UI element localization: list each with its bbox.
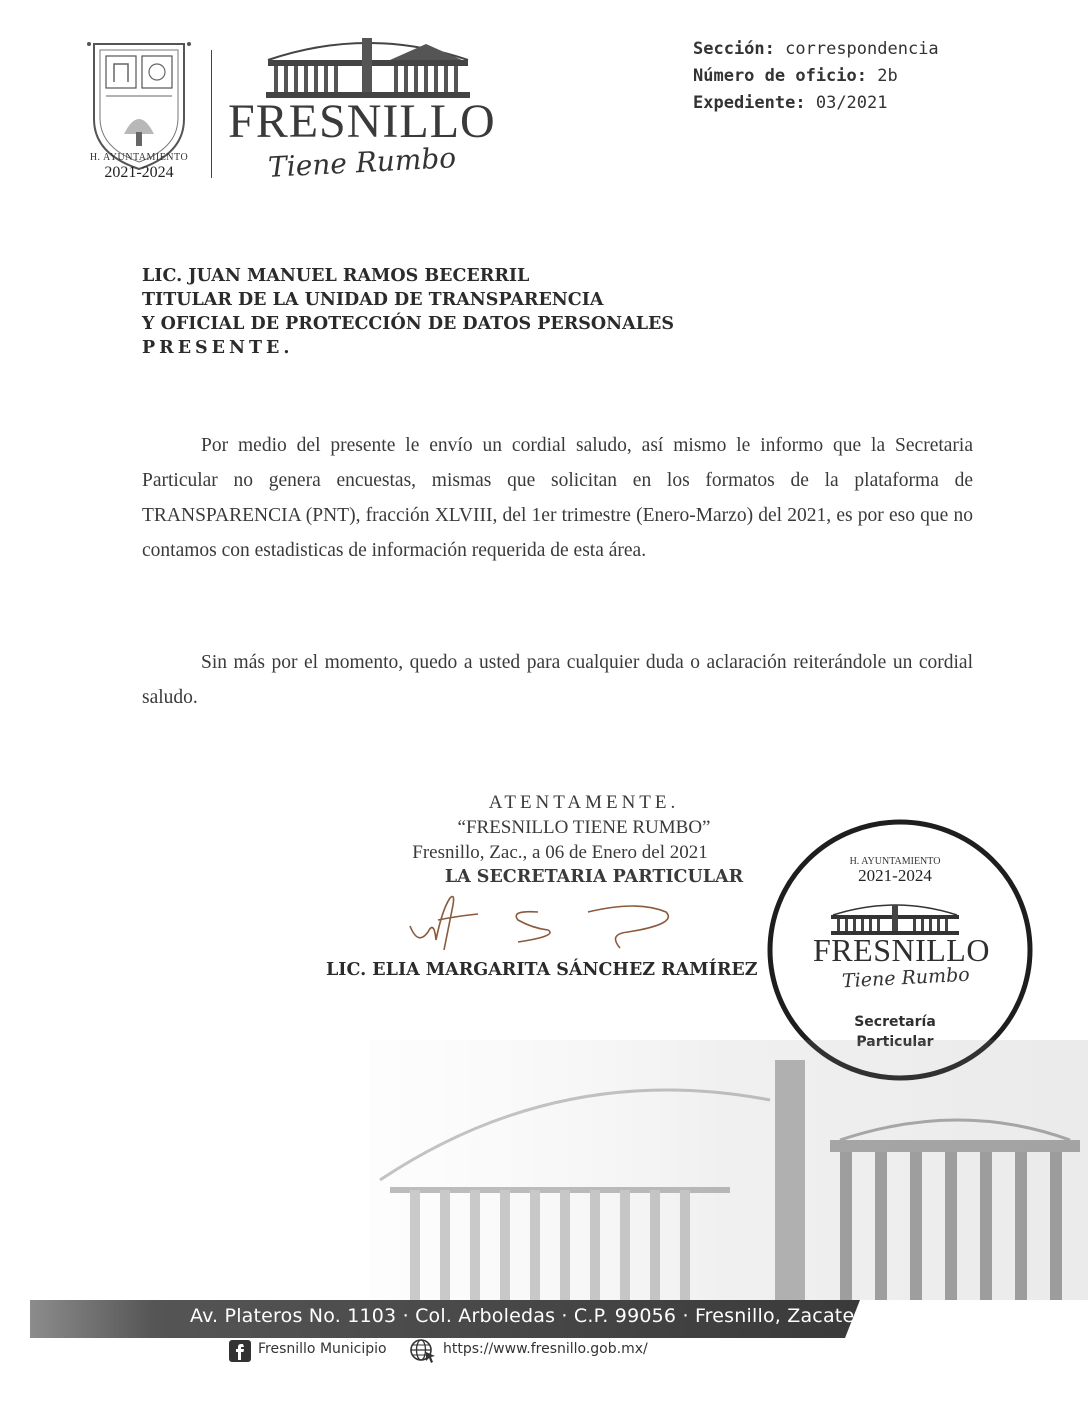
addressee-title-1: TITULAR DE LA UNIDAD DE TRANSPARENCIA <box>142 290 604 310</box>
stamp-office-line-2: Particular <box>856 1034 934 1050</box>
crest-years: 2021-2024 <box>104 164 174 181</box>
signer-name: LIC. ELIA MARGARITA SÁNCHEZ RAMÍREZ <box>326 960 758 980</box>
meta-expediente-value: 03/2021 <box>815 93 888 113</box>
stamp-name: FRESNILLO <box>813 932 990 968</box>
addressee-presente: PRESENTE. <box>142 338 294 358</box>
crest-label: H. AYUNTAMIENTO <box>89 152 189 163</box>
facebook-link[interactable]: Fresnillo Municipio <box>258 1341 387 1357</box>
footer-building-illustration <box>370 1040 1088 1300</box>
meta-oficio-value: 2b <box>877 66 898 86</box>
meta-seccion-label: Sección: <box>693 39 775 59</box>
addressee-name: LIC. JUAN MANUEL RAMOS BECERRIL <box>142 266 530 286</box>
document-meta <box>693 36 939 117</box>
fresnillo-logo-name: FRESNILLO <box>228 95 496 148</box>
meta-seccion-value: correspondencia <box>785 39 939 59</box>
closing-atentamente: ATENTAMENTE. <box>488 792 680 813</box>
meta-seccion <box>693 36 939 63</box>
closing-place-date: Fresnillo, Zac., a 06 de Enero del 2021 <box>412 842 708 863</box>
stamp-years: 2021-2024 <box>858 866 932 885</box>
handwritten-signature <box>398 890 698 960</box>
closing-department: LA SECRETARIA PARTICULAR <box>444 867 744 887</box>
stamp-slogan: Tiene Rumbo <box>841 963 971 993</box>
meta-expediente-label: Expediente: <box>693 93 806 113</box>
meta-oficio-label: Número de oficio: <box>693 66 867 86</box>
stamp-label: H. AYUNTAMIENTO <box>849 856 941 867</box>
globe-icon <box>409 1338 437 1364</box>
header-divider <box>211 50 212 178</box>
meta-oficio <box>693 63 939 90</box>
closing-slogan: “FRESNILLO TIENE RUMBO” <box>457 817 711 838</box>
closing-block <box>340 790 780 890</box>
footer-address: Av. Plateros No. 1103 · Col. Arboledas · C.P. 99056 · Fresnillo, Zacatecas. <box>190 1305 894 1327</box>
website-link[interactable]: https://www.fresnillo.gob.mx/ <box>443 1341 648 1357</box>
stamp-office-line-1: Secretaría <box>854 1014 936 1030</box>
addressee-title-2: Y OFICIAL DE PROTECCIÓN DE DATOS PERSONALES <box>142 314 674 334</box>
addressee-block <box>142 264 674 360</box>
meta-expediente <box>693 90 939 117</box>
building-logo-icon <box>262 30 474 102</box>
body-paragraph-2: Sin más por el momento, quedo a usted para cualquier duda o aclaración reiterándole un cordial saludo. <box>142 652 973 708</box>
body-paragraph-1: Por medio del presente le envío un cordial saludo, así mismo le informo que la Secretaria Particular no genera encuestas, mismas que solicitan en los formatos de la plataforma de TRANSPARENCIA (PNT), fracción XLVIII, del 1er trimestre (Enero-Marzo) del 2021, es por eso que no contamos con estadisticas de información requerida de esta área. <box>142 435 973 561</box>
facebook-icon <box>229 1340 251 1362</box>
fresnillo-logo-slogan: Tiene Rumbo <box>267 141 457 184</box>
